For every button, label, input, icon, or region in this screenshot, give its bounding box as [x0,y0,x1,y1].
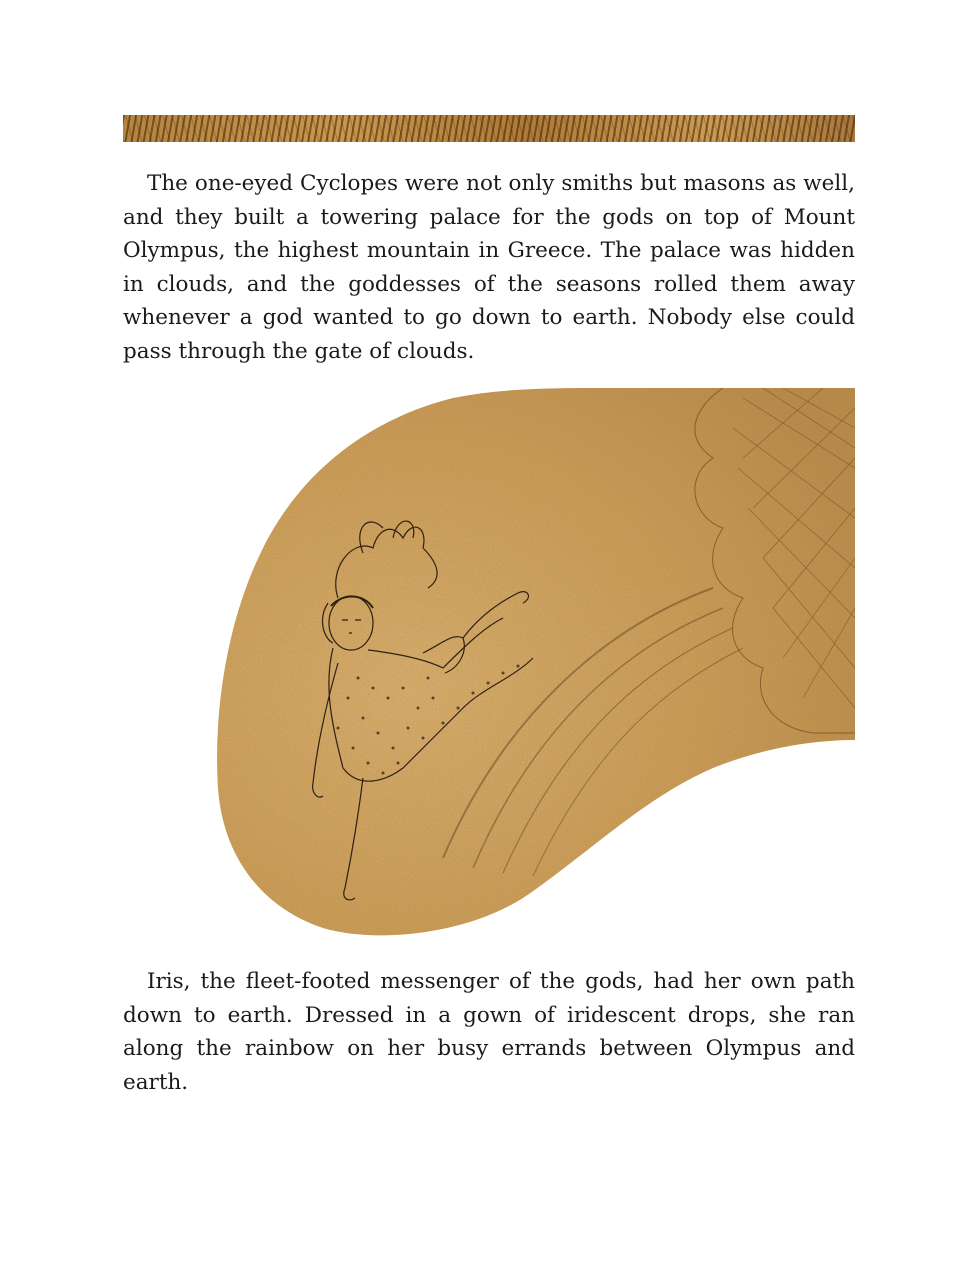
sepia-cloud-shape [217,388,855,935]
decorative-banner [123,115,855,142]
paragraph-iris-messenger: Iris, the fleet-footed messenger of the gods, had her own path down to earth. Dressed in a gown of iridescent drops, she ran along the rainbow on her busy errands between Olympus and earth. [123,969,855,1095]
iris-illustration [123,388,855,943]
paragraph-cyclopes-palace: The one-eyed Cyclopes were not only smiths but masons as well, and they built a towering palace for the gods on top of Mount Olympus, the highest mountain in Greece. The palace was hidden in clouds, and the goddesses of the seasons rolled them away whenever a god wanted to go down to earth. Nobody else could pass through the gate of clouds. [123,171,855,364]
